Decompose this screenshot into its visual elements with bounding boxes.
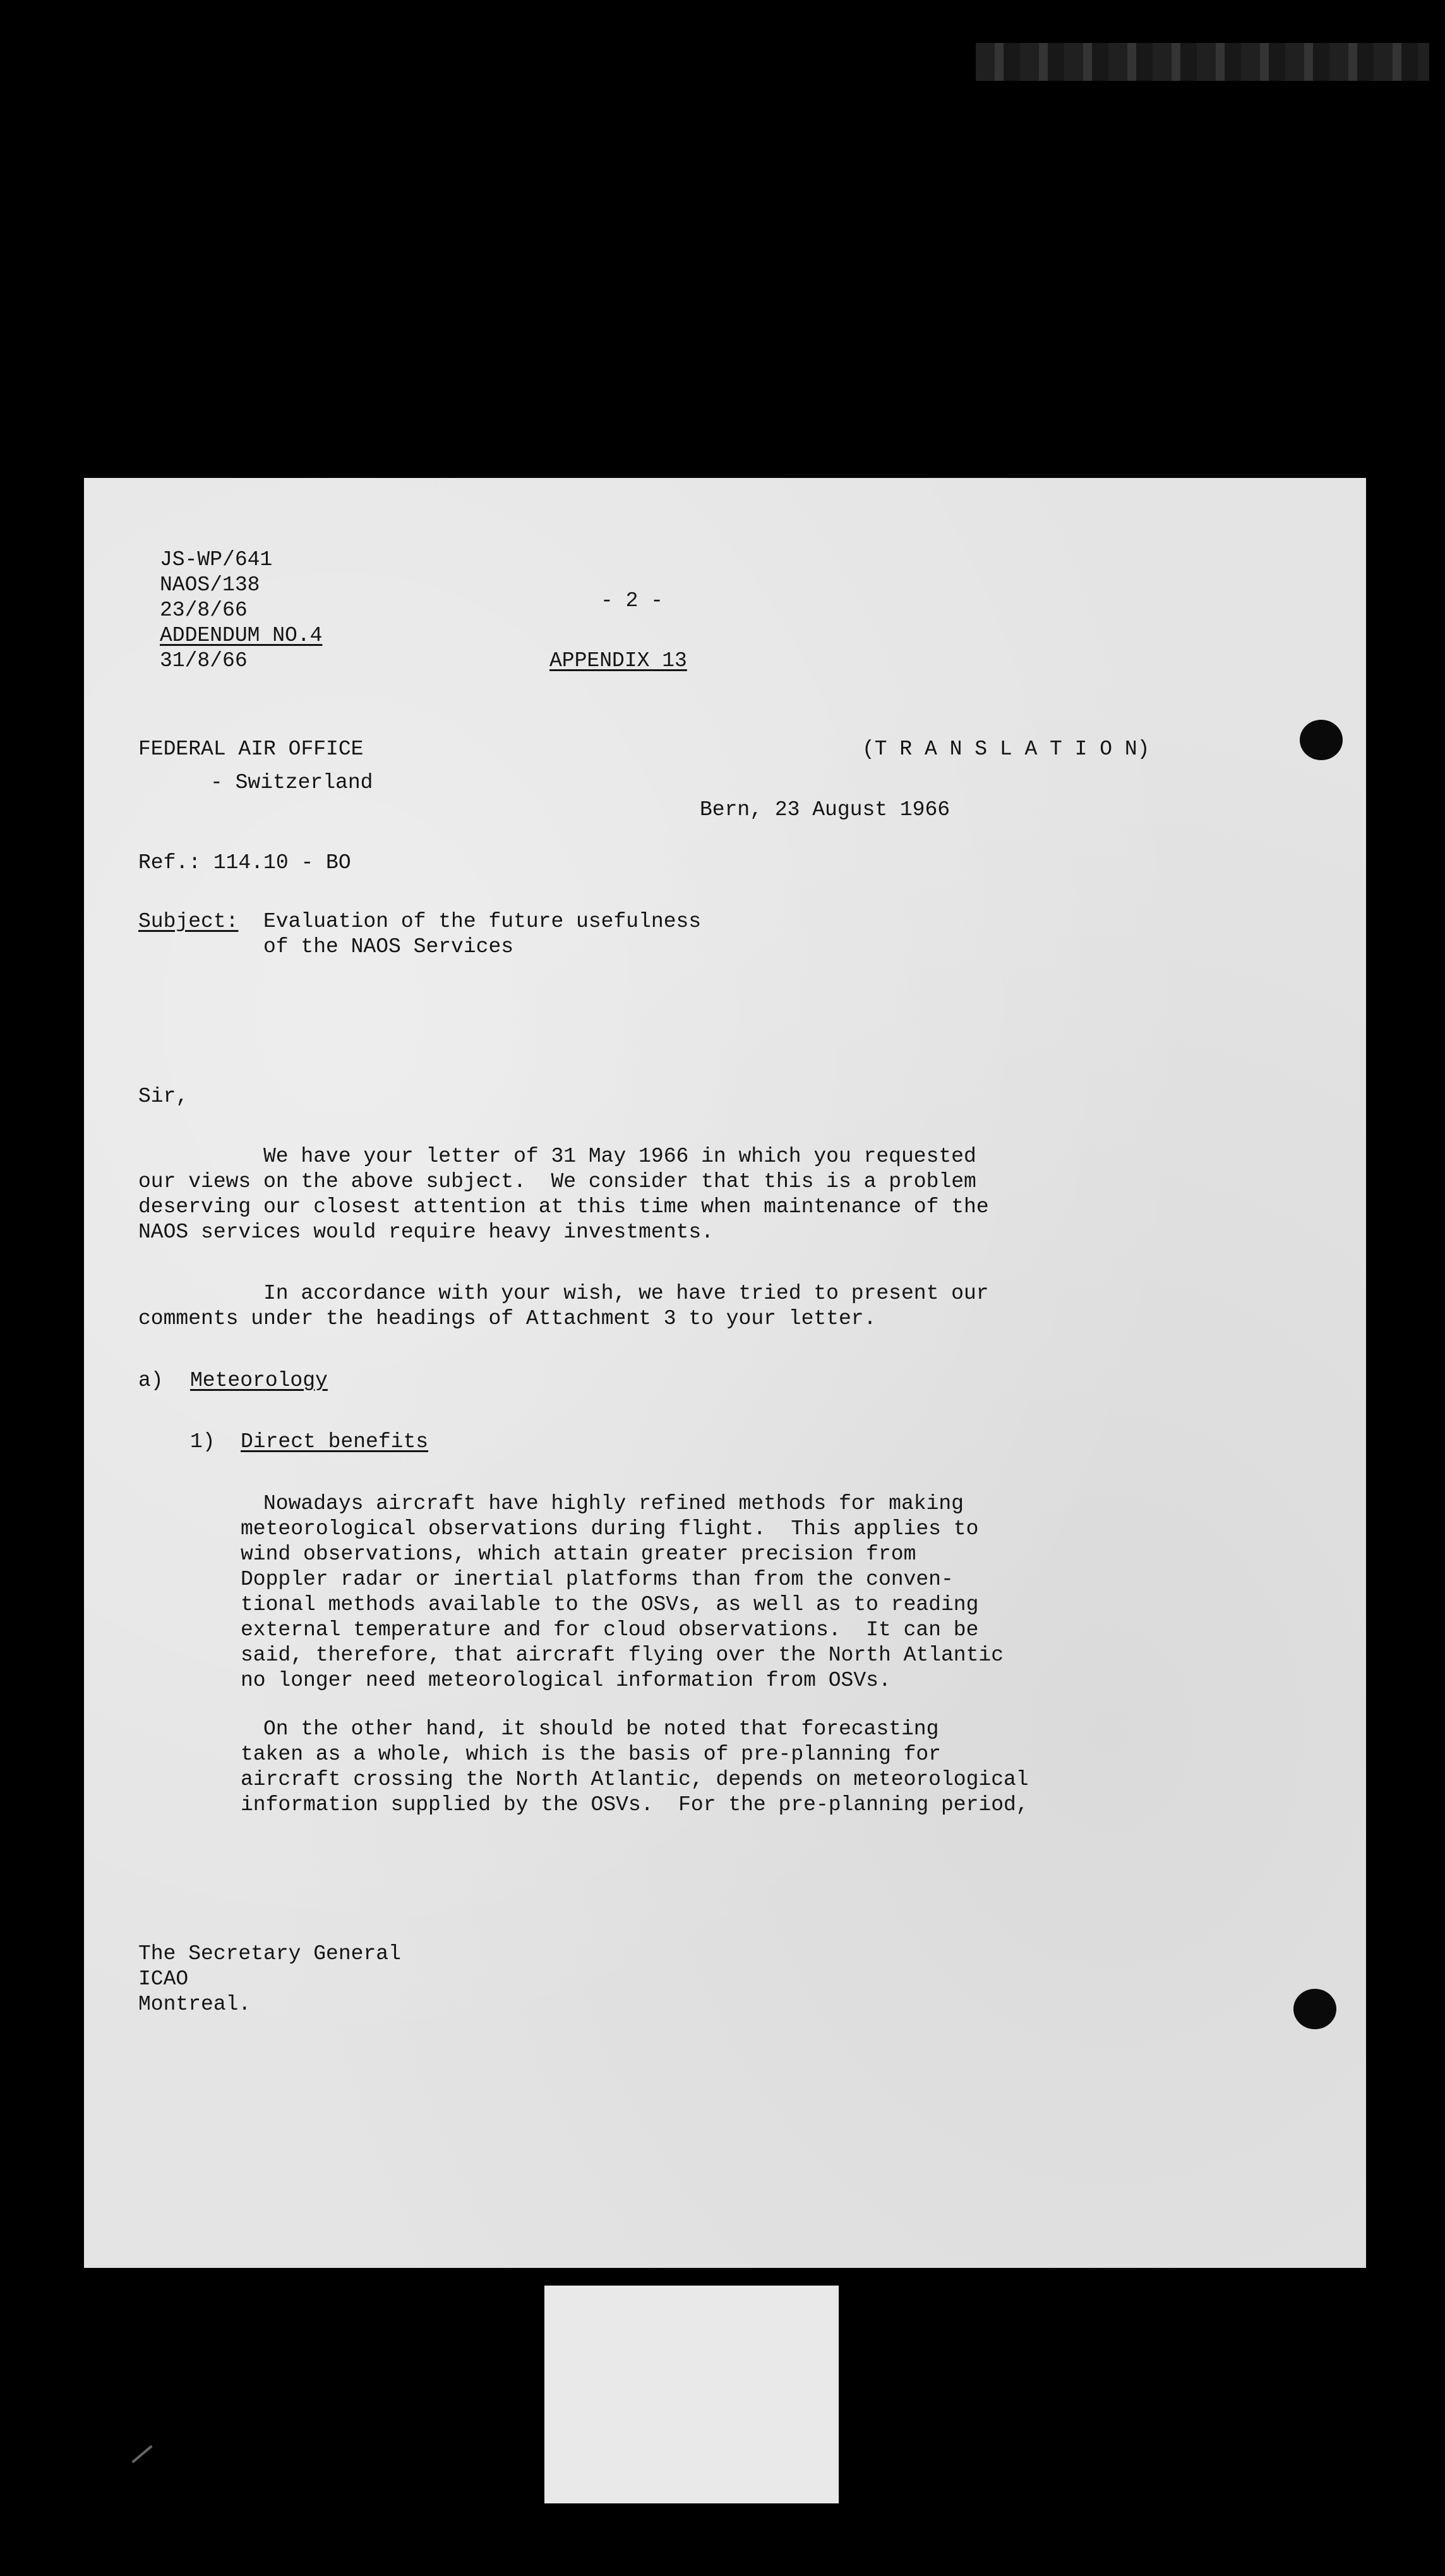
- subject-line-2: of the NAOS Services: [263, 935, 514, 958]
- film-mark: [131, 2445, 152, 2464]
- para3-line-3: wind observations, which attain greater precision from: [241, 1542, 916, 1566]
- addressee-line-3: Montreal.: [138, 1993, 251, 2016]
- para4-line-1: On the other hand, it should be noted that forecasting: [263, 1717, 939, 1741]
- para3-line-8: no longer need meteorological information from OSVs.: [241, 1669, 891, 1692]
- para4-line-4: information supplied by the OSVs. For the pre-planning period,: [241, 1793, 1029, 1816]
- ref-line-3: 23/8/66: [160, 599, 248, 622]
- section-1-marker: 1): [190, 1430, 215, 1453]
- salutation: Sir,: [138, 1085, 189, 1108]
- film-edge-marking: [976, 43, 1429, 81]
- ref-line-1: JS-WP/641: [160, 548, 273, 571]
- para3-line-1: Nowadays aircraft have highly refined methods for making: [263, 1492, 964, 1515]
- section-1-title: Direct benefits: [241, 1430, 429, 1453]
- sender-org: FEDERAL AIR OFFICE: [138, 737, 364, 761]
- page-number: - 2 -: [601, 589, 664, 612]
- ref-line-2: NAOS/138: [160, 573, 260, 597]
- blank-card: [544, 2286, 839, 2503]
- para1-line-2: our views on the above subject. We consider that this is a problem: [138, 1170, 976, 1193]
- para3-line-5: tional methods available to the OSVs, as well as to reading: [241, 1593, 979, 1616]
- place-date: Bern, 23 August 1966: [700, 798, 950, 821]
- punch-hole-top: [1300, 720, 1343, 760]
- subject-label: Subject:: [138, 910, 239, 933]
- para2-line-1: In accordance with your wish, we have tried to present our: [263, 1282, 989, 1305]
- subject-line-1: Evaluation of the future usefulness: [263, 910, 702, 933]
- translation-label: (T R A N S L A T I O N): [862, 737, 1150, 761]
- section-a-title: Meteorology: [190, 1369, 328, 1392]
- para1-line-1: We have your letter of 31 May 1966 in which you requested: [263, 1145, 976, 1168]
- document-page: [84, 478, 1366, 2268]
- section-a-marker: a): [138, 1369, 164, 1392]
- para1-line-3: deserving our closest attention at this time when maintenance of the: [138, 1195, 989, 1219]
- para4-line-3: aircraft crossing the North Atlantic, depends on meteorological: [241, 1768, 1029, 1791]
- sender-country: - Switzerland: [210, 771, 373, 794]
- addressee-line-1: The Secretary General: [138, 1942, 401, 1965]
- punch-hole-bottom: [1293, 1989, 1336, 2029]
- para3-line-2: meteorological observations during flight. This applies to: [241, 1517, 979, 1541]
- ref-line-addendum: ADDENDUM NO.4: [160, 624, 323, 647]
- para3-line-4: Doppler radar or inertial platforms than from the conven-: [241, 1568, 954, 1591]
- para3-line-6: external temperature and for cloud observations. It can be: [241, 1618, 979, 1642]
- appendix-title: APPENDIX 13: [549, 649, 687, 672]
- reference-number: Ref.: 114.10 - BO: [138, 851, 351, 874]
- para1-line-4: NAOS services would require heavy investments.: [138, 1220, 714, 1244]
- para3-line-7: said, therefore, that aircraft flying over the North Atlantic: [241, 1643, 1004, 1667]
- para4-line-2: taken as a whole, which is the basis of pre-planning for: [241, 1743, 941, 1766]
- para2-line-2: comments under the headings of Attachment 3 to your letter.: [138, 1307, 877, 1330]
- ref-line-5: 31/8/66: [160, 649, 248, 672]
- addressee-line-2: ICAO: [138, 1967, 189, 1991]
